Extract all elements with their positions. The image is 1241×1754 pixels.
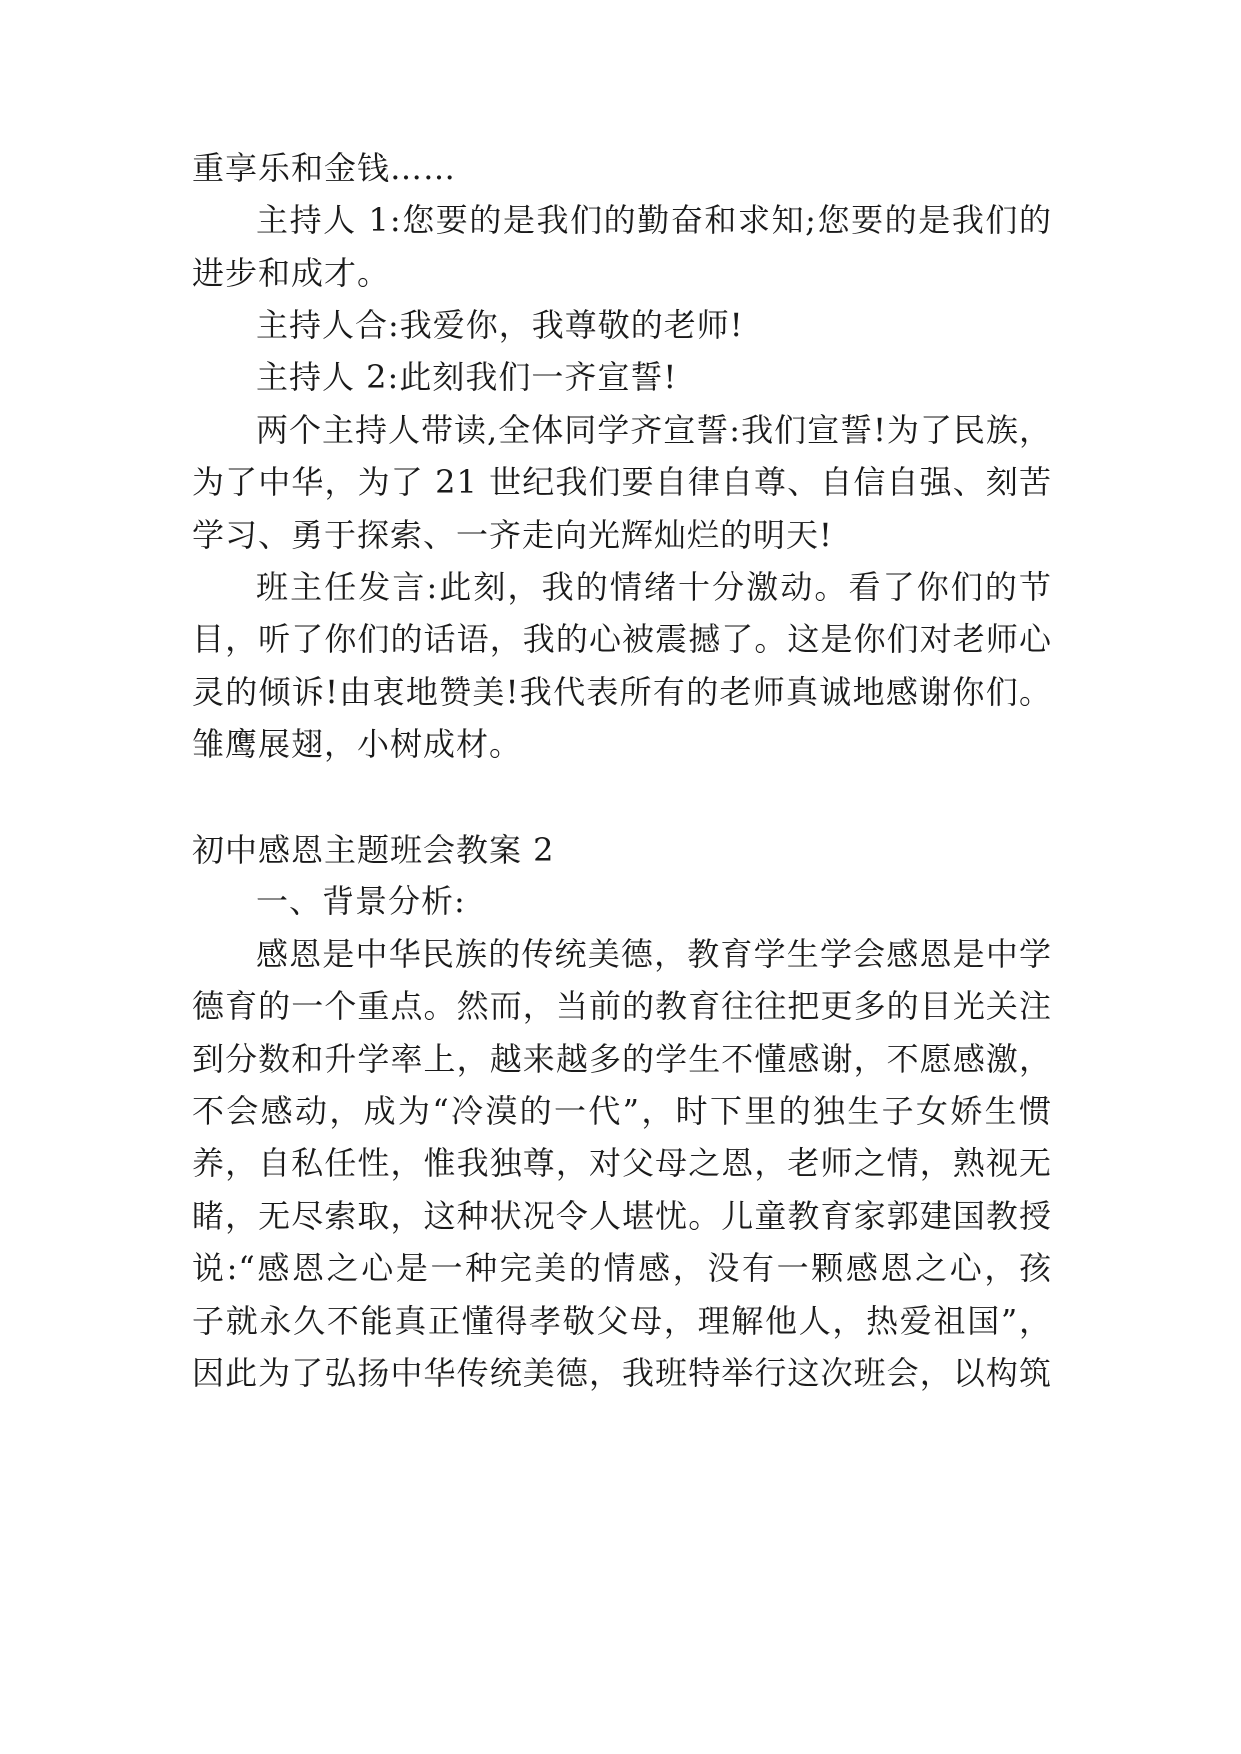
text-line: 为了中华，为了 21 世纪我们要自律自尊、自信自强、刻苦	[192, 463, 1052, 501]
text-line: 目，听了你们的话语，我的心被震撼了。这是你们对老师心	[192, 620, 1052, 658]
text-line: 重享乐和金钱……	[192, 149, 457, 187]
text-line: 因此为了弘扬中华传统美德，我班特举行这次班会，以构筑	[192, 1354, 1052, 1392]
text-line: 说:“感恩之心是一种完美的情感，没有一颗感恩之心，孩	[192, 1249, 1052, 1287]
text-line: 德育的一个重点。然而，当前的教育往往把更多的目光关注	[192, 987, 1052, 1025]
text-line: 灵的倾诉!由衷地赞美!我代表所有的老师真诚地感谢你们。	[192, 673, 1052, 711]
text-line: 子就永久不能真正懂得孝敬父母，理解他人，热爱祖国”，	[192, 1302, 1052, 1340]
text-line: 两个主持人带读,全体同学齐宣誓:我们宣誓!为了民族，	[256, 411, 1052, 449]
text-line: 感恩是中华民族的传统美德，教育学生学会感恩是中学	[256, 935, 1052, 973]
text-line: 学习、勇于探索、一齐走向光辉灿烂的明天!	[192, 516, 833, 554]
text-line: 主持人 1:您要的是我们的勤奋和求知;您要的是我们的	[256, 201, 1052, 239]
subheading: 一、背景分析:	[256, 882, 466, 920]
section-title: 初中感恩主题班会教案 2	[192, 831, 555, 869]
text-line: 主持人 2:此刻我们一齐宣誓!	[256, 358, 678, 396]
text-line: 到分数和升学率上，越来越多的学生不懂感谢，不愿感激，	[192, 1040, 1052, 1078]
text-line: 养，自私任性，惟我独尊，对父母之恩，老师之情，熟视无	[192, 1144, 1052, 1182]
text-line: 进步和成才。	[192, 254, 391, 292]
text-line: 主持人合:我爱你，我尊敬的老师!	[256, 306, 744, 344]
text-line: 睹，无尽索取，这种状况令人堪忧。儿童教育家郭建国教授	[192, 1197, 1052, 1235]
text-line: 班主任发言:此刻，我的情绪十分激动。看了你们的节	[256, 568, 1052, 606]
text-line: 不会感动，成为“冷漠的一代”，时下里的独生子女娇生惯	[192, 1092, 1052, 1130]
text-line: 雏鹰展翅，小树成材。	[192, 725, 523, 763]
